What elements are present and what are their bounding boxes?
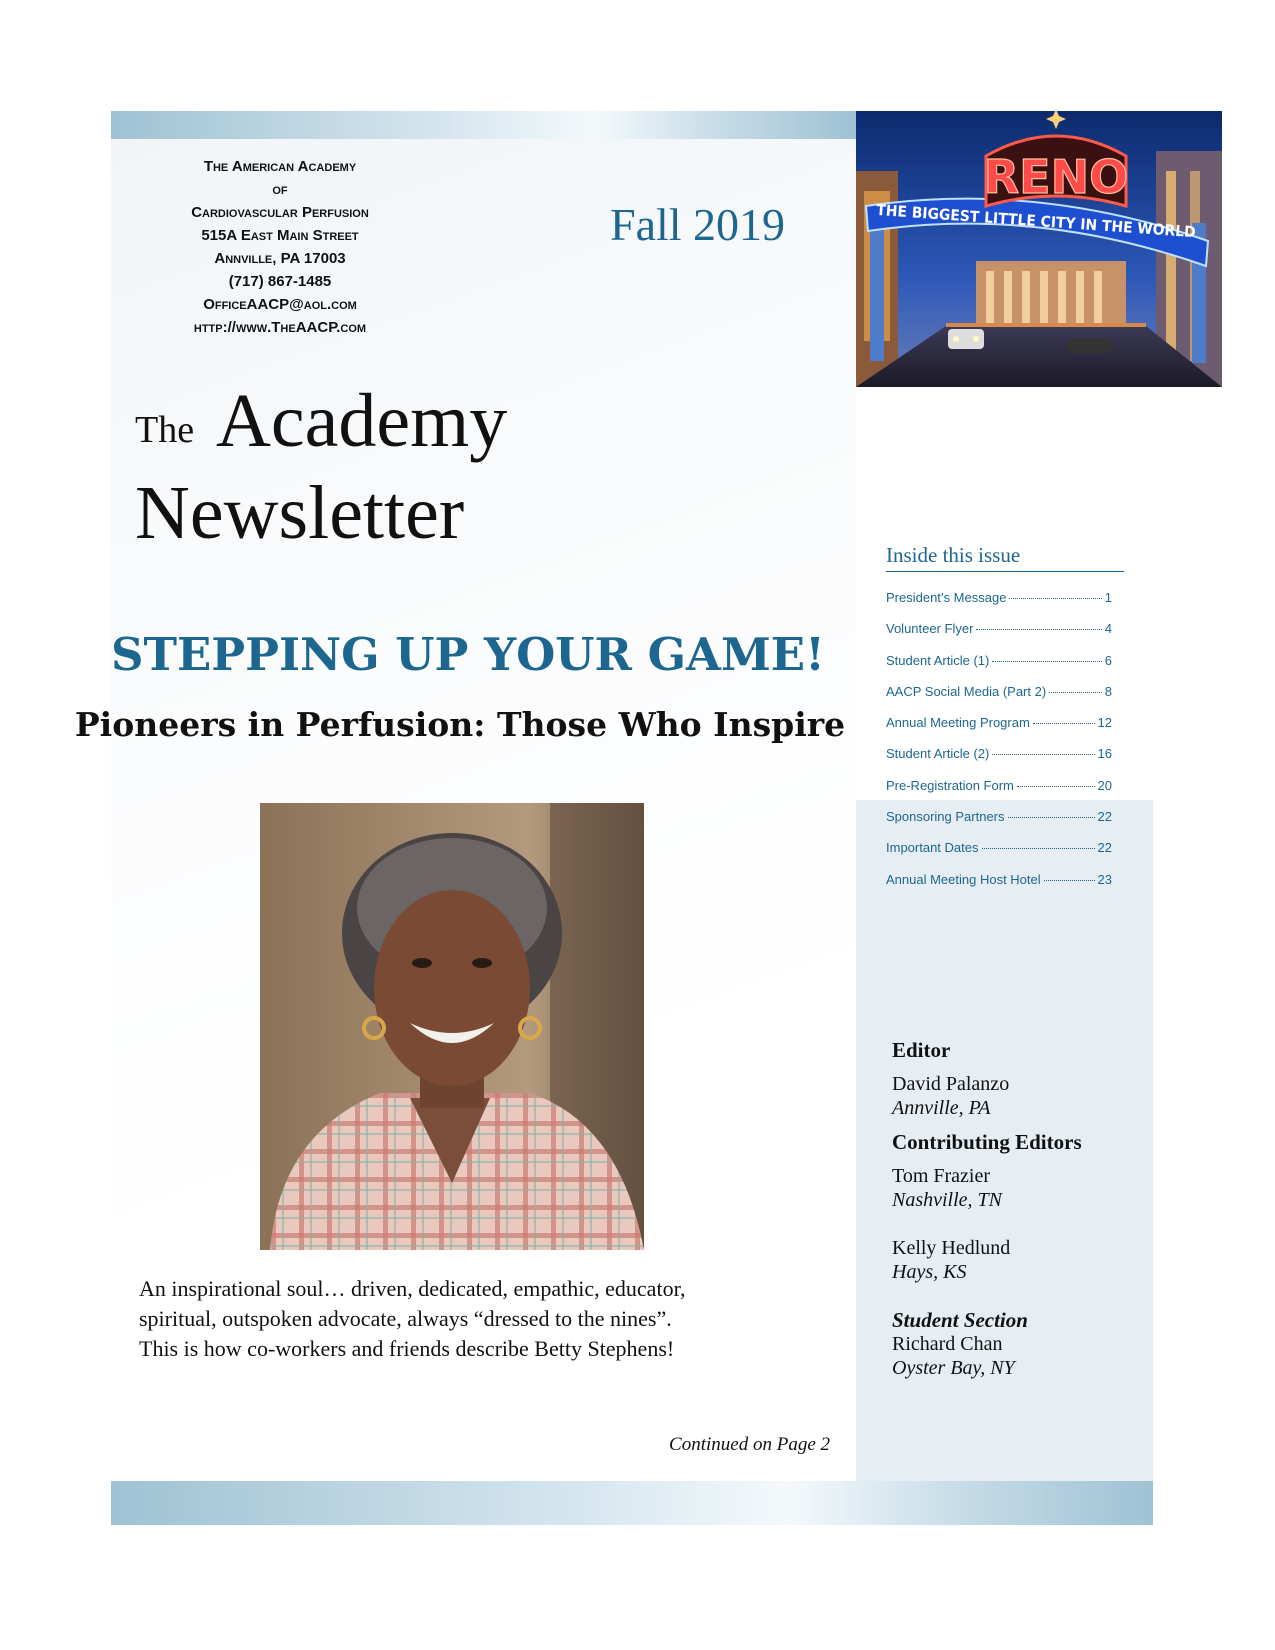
toc-item-title: Volunteer Flyer bbox=[886, 621, 974, 637]
toc-item-page: 16 bbox=[1097, 746, 1112, 762]
intro-paragraph bbox=[139, 1274, 819, 1364]
reno-arch-photo bbox=[856, 111, 1222, 387]
toc-divider bbox=[886, 571, 1124, 572]
toc-item-page: 22 bbox=[1097, 840, 1112, 856]
toc-item-title: Annual Meeting Host Hotel bbox=[886, 871, 1041, 887]
contributing-editors-heading: Contributing Editors bbox=[892, 1130, 1082, 1154]
address-line: Cardiovascular Perfusion bbox=[191, 204, 369, 221]
toc-item-page: 1 bbox=[1104, 590, 1112, 605]
address-line: The American Academy bbox=[203, 158, 357, 175]
toc-item-page: 12 bbox=[1097, 715, 1112, 731]
top-band bbox=[111, 111, 856, 139]
toc-item-page: 20 bbox=[1097, 777, 1112, 793]
toc-item[interactable] bbox=[886, 809, 1112, 840]
toc-item[interactable] bbox=[886, 653, 1112, 684]
masthead-the: The bbox=[135, 409, 195, 451]
student-editor-location: Oyster Bay, NY bbox=[892, 1357, 1015, 1379]
toc-list bbox=[886, 590, 1112, 903]
address-line: 515A East Main Street bbox=[201, 227, 359, 244]
address-line: Annville, PA 17003 bbox=[214, 250, 346, 267]
editor-name: David Palanzo bbox=[892, 1073, 1010, 1095]
toc-item-leader bbox=[1049, 692, 1102, 693]
toc-item-leader bbox=[1033, 723, 1095, 724]
toc-item[interactable] bbox=[886, 746, 1112, 777]
intro-line: spiritual, outspoken advocate, always “dressed to the nines”. bbox=[139, 1306, 672, 1331]
address-line: of bbox=[272, 181, 288, 198]
toc-item[interactable] bbox=[886, 778, 1112, 809]
toc-item[interactable] bbox=[886, 590, 1112, 621]
reno-sign-text: RENO bbox=[983, 150, 1129, 204]
address-website[interactable]: http://www.TheAACP.com bbox=[193, 319, 367, 336]
masthead-newsletter: Newsletter bbox=[135, 471, 465, 555]
toc-item-title: Sponsoring Partners bbox=[886, 809, 1005, 825]
toc-item-page: 6 bbox=[1104, 652, 1112, 668]
toc-item-leader bbox=[1008, 817, 1095, 818]
headline: STEPPING UP YOUR GAME! bbox=[111, 628, 825, 681]
address-email[interactable]: OfficeAACP@aol.com bbox=[203, 296, 357, 313]
toc-item-leader bbox=[976, 629, 1101, 630]
intro-line: An inspirational soul… driven, dedicated, empathic, educator, bbox=[139, 1276, 686, 1301]
toc-item[interactable] bbox=[886, 621, 1112, 652]
contributor-location: Nashville, TN bbox=[892, 1189, 1003, 1211]
toc-item-leader bbox=[982, 848, 1095, 849]
toc-item-leader bbox=[992, 754, 1094, 755]
bottom-band bbox=[111, 1481, 1153, 1525]
student-editor-name: Richard Chan bbox=[892, 1333, 1003, 1355]
toc-item[interactable] bbox=[886, 684, 1112, 715]
masthead-academy: Academy bbox=[216, 379, 508, 463]
portrait-photo bbox=[260, 803, 644, 1250]
editors-block bbox=[892, 1038, 1142, 1380]
toc-item-leader bbox=[1009, 598, 1101, 599]
toc-item-leader bbox=[1044, 880, 1095, 881]
toc-item-title: AACP Social Media (Part 2) bbox=[886, 683, 1047, 699]
issue-date: Fall 2019 bbox=[610, 199, 786, 250]
editor-heading: Editor bbox=[892, 1038, 951, 1062]
toc-item-page: 22 bbox=[1097, 809, 1112, 825]
contributor-location: Hays, KS bbox=[892, 1261, 967, 1283]
toc-item-title: Annual Meeting Program bbox=[886, 715, 1030, 731]
toc-item-page: 23 bbox=[1097, 871, 1112, 887]
toc-item-title: Important Dates bbox=[886, 840, 979, 856]
toc-item-page: 4 bbox=[1104, 621, 1112, 637]
editor-location: Annville, PA bbox=[892, 1097, 991, 1119]
toc-item-title: Student Article (1) bbox=[886, 652, 990, 668]
toc-item[interactable] bbox=[886, 872, 1112, 903]
toc-item[interactable] bbox=[886, 715, 1112, 746]
toc-item-leader bbox=[1017, 786, 1095, 787]
intro-line: This is how co-workers and friends describe Betty Stephens! bbox=[139, 1336, 675, 1361]
toc-item-leader bbox=[992, 661, 1101, 662]
toc-title: Inside this issue bbox=[886, 543, 1021, 567]
toc-item-title: President’s Message bbox=[886, 590, 1007, 605]
toc-item[interactable] bbox=[886, 840, 1112, 871]
student-section-heading: Student Section bbox=[892, 1308, 1028, 1332]
toc-item-page: 8 bbox=[1104, 683, 1112, 699]
subheadline: Pioneers in Perfusion: Those Who Inspire bbox=[74, 705, 846, 744]
toc-item-title: Pre-Registration Form bbox=[886, 777, 1014, 793]
contributor-name: Tom Frazier bbox=[892, 1165, 991, 1187]
toc-item-title: Student Article (2) bbox=[886, 746, 990, 762]
reno-arch-text: THE BIGGEST LITTLE CITY IN THE WORLD bbox=[875, 200, 1221, 243]
contributor-name: Kelly Hedlund bbox=[892, 1237, 1011, 1259]
address-phone: (717) 867-1485 bbox=[228, 273, 332, 290]
continued-note: Continued on Page 2 bbox=[669, 1434, 830, 1455]
organization-address bbox=[150, 155, 410, 339]
